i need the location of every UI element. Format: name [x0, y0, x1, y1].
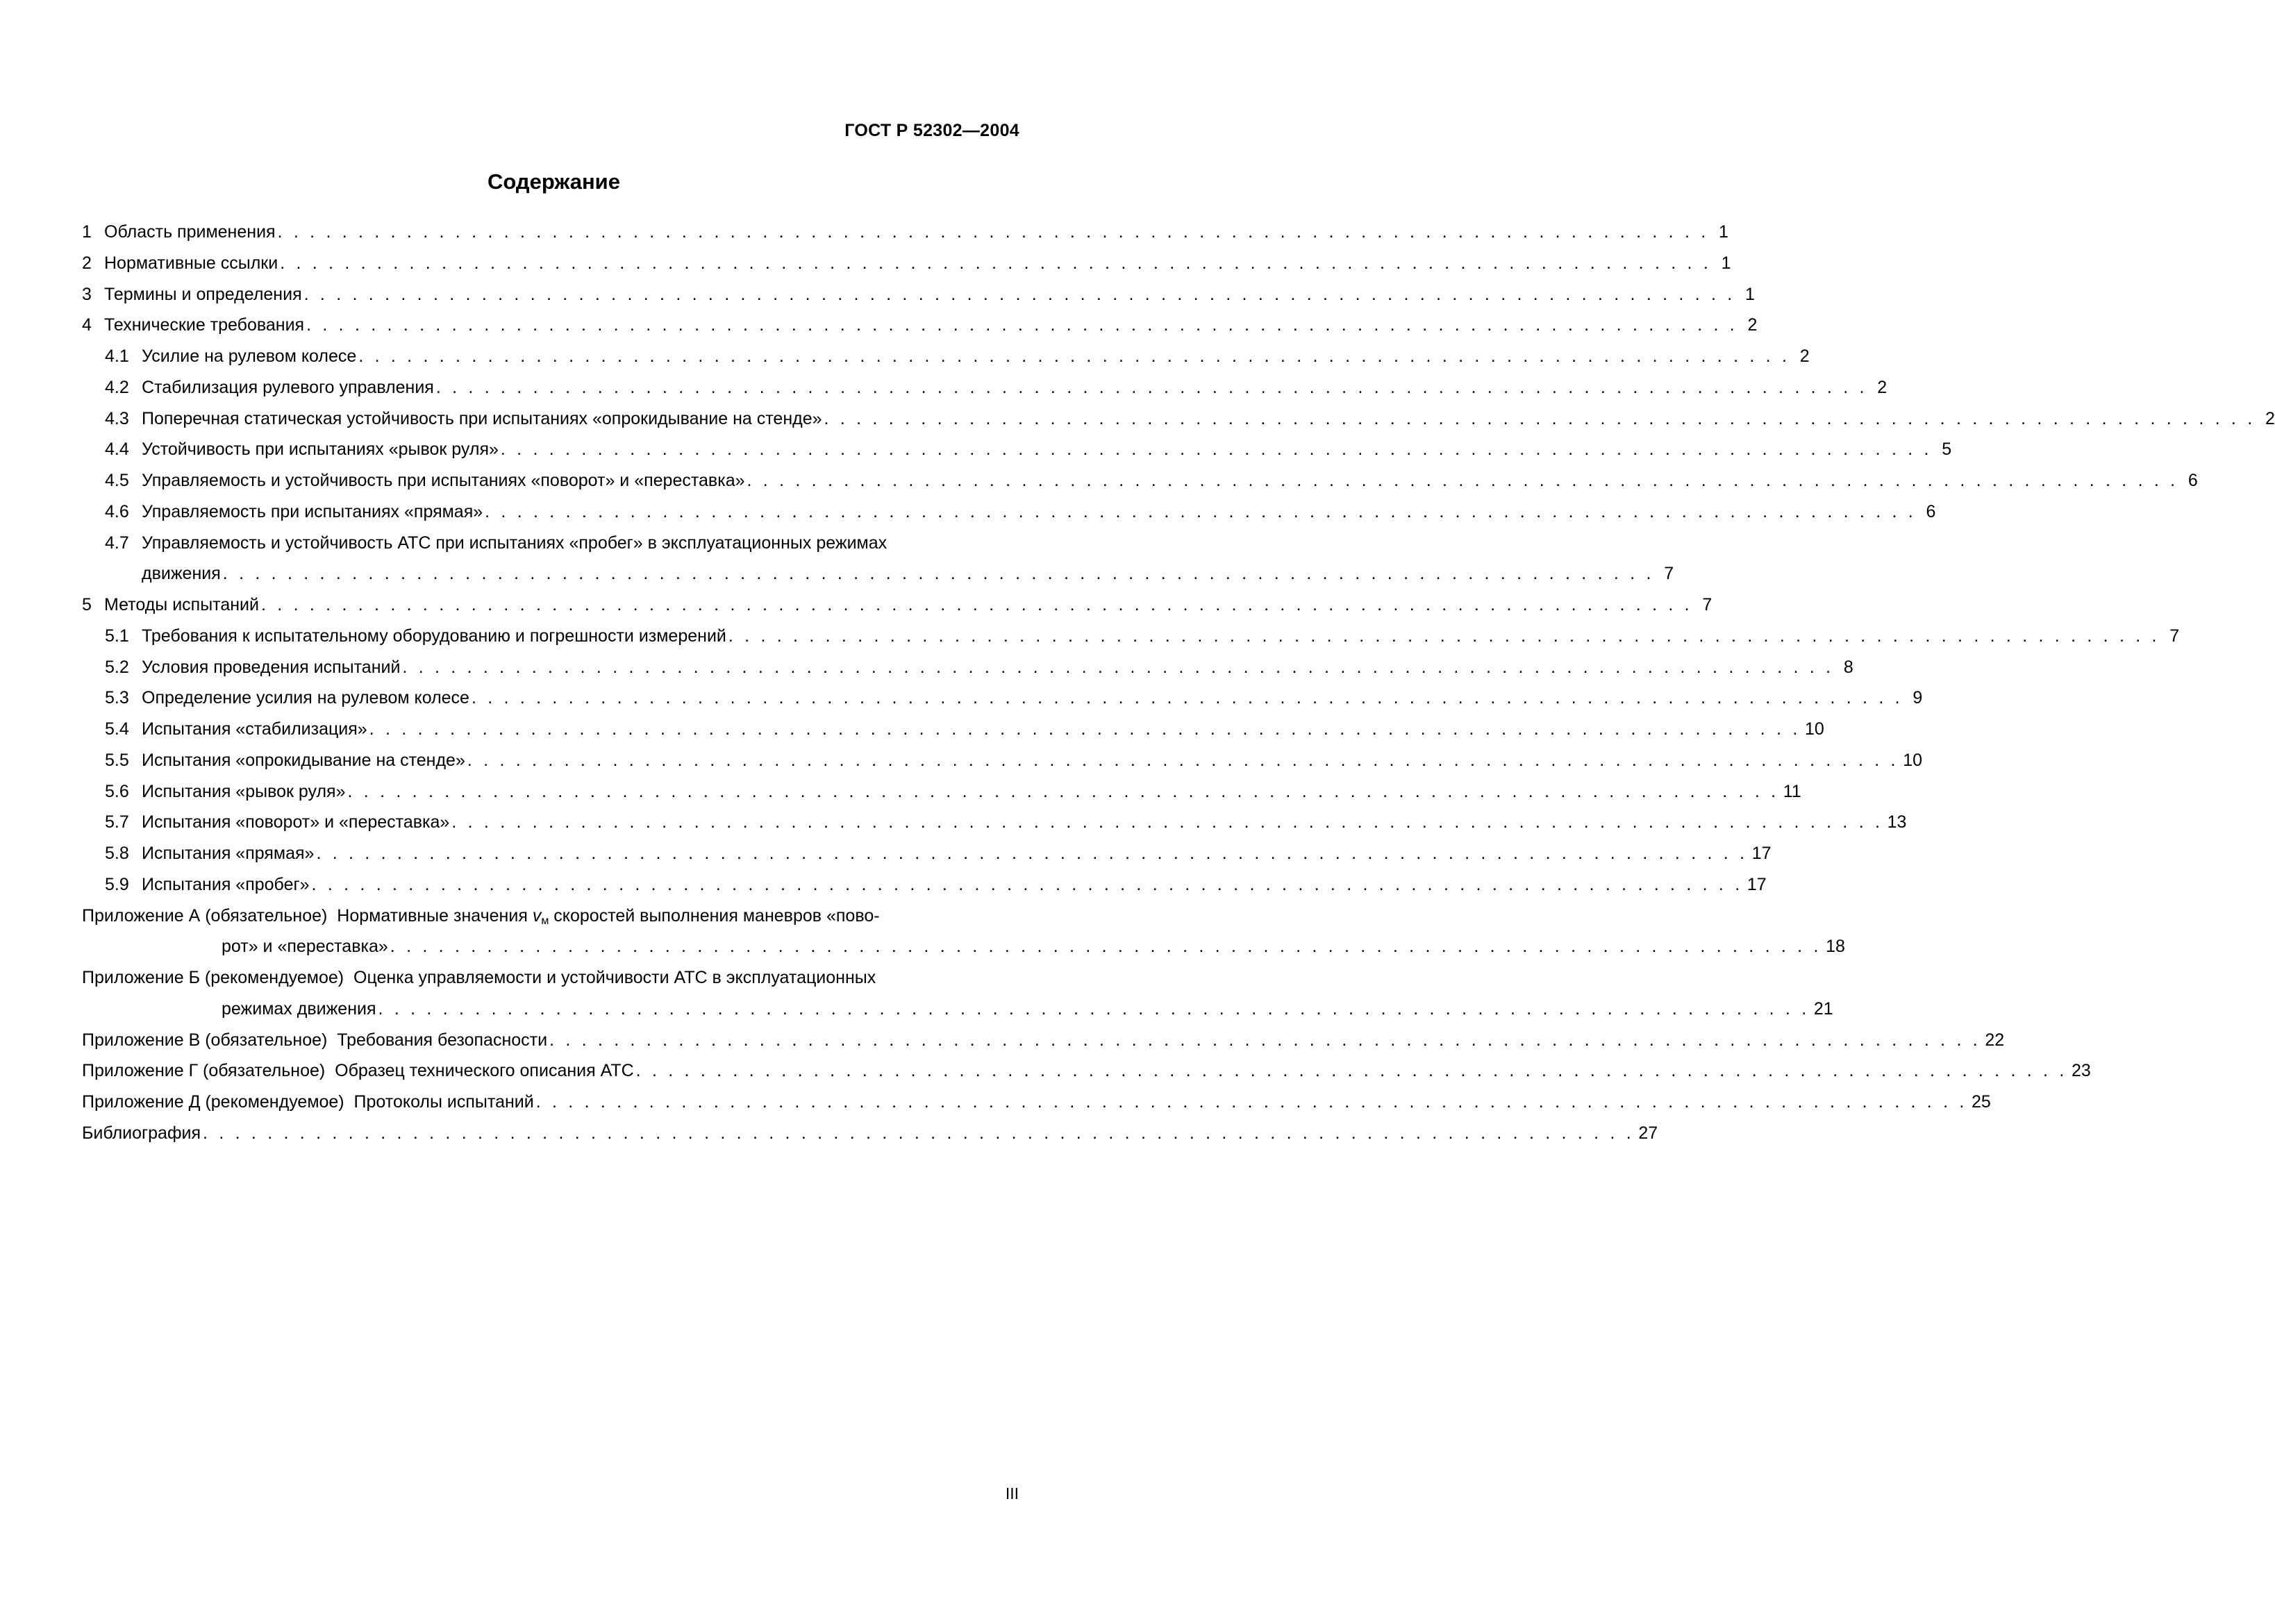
toc-annex-d[interactable] [82, 1087, 1991, 1118]
dot-leader: . . . . . . . . . . . . . . . . . . . . . . . . . . . . . . . . . . . . . . . . . . . . . . . . . . . . . . . . . . . . . . . . . . . . . . . . . . . . . . . . . . . . . . . . . [316, 844, 1748, 863]
annex-title-rest: скоростей выполнения маневров «пово- [553, 905, 880, 926]
toc-entry-4-4[interactable] [82, 434, 1952, 465]
toc-entry-5-9[interactable] [82, 869, 1767, 901]
toc-entry-page: 18 [1826, 937, 1845, 957]
dot-leader: . . . . . . . . . . . . . . . . . . . . . . . . . . . . . . . . . . . . . . . . . . . . . . . . . . . . . . . . . . . . . . . . . . . . . . . . . . . . . . . . . . . . . . . . . [277, 222, 1709, 242]
toc-entry-4-6[interactable] [82, 496, 1936, 528]
toc-annex-b[interactable] [82, 962, 1833, 1025]
toc-entry-page: 17 [1747, 874, 1767, 894]
toc-entry-title: Методы испытаний [104, 595, 259, 614]
toc-entry-4[interactable] [82, 310, 1758, 341]
dot-leader: . . . . . . . . . . . . . . . . . . . . . . . . . . . . . . . . . . . . . . . . . . . . . . . . . . . . . . . . . . . . . . . . . . . . . . . . . . . . . . . . . . . . . . . . . [280, 253, 1712, 273]
toc-entry-number: 5.5 [105, 750, 129, 770]
toc-entry-number: 5 [82, 595, 92, 614]
toc-entry-5-7[interactable] [82, 807, 1907, 838]
toc-entry-page: 13 [1887, 812, 1907, 832]
toc-entry-title: Область применения [104, 222, 276, 242]
toc-entry-5[interactable] [82, 589, 1712, 621]
dot-leader: . . . . . . . . . . . . . . . . . . . . . . . . . . . . . . . . . . . . . . . . . . . . . . . . . . . . . . . . . . . . . . . . . . . . . . . . . . . . . . . . . . . . . . . . . [203, 1123, 1635, 1143]
toc-entry-title: Управляемость и устойчивость АТС при испытаниях «пробег» в эксплуатационных режимах [142, 533, 888, 553]
toc-entry-title: Библиография [82, 1123, 201, 1143]
dot-leader: . . . . . . . . . . . . . . . . . . . . . . . . . . . . . . . . . . . . . . . . . . . . . . . . . . . . . . . . . . . . . . . . . . . . . . . . . . . . . . . . . . . . . . . . . [635, 1061, 2067, 1081]
dot-leader: . . . . . . . . . . . . . . . . . . . . . . . . . . . . . . . . . . . . . . . . . . . . . . . . . . . . . . . . . . . . . . . . . . . . . . . . . . . . . . . . . . . . . . . . . [261, 595, 1693, 614]
toc-entry-number: 5.1 [105, 626, 129, 646]
dot-leader: . . . . . . . . . . . . . . . . . . . . . . . . . . . . . . . . . . . . . . . . . . . . . . . . . . . . . . . . . . . . . . . . . . . . . . . . . . . . . . . . . . . . . . . . . [747, 471, 2178, 490]
toc-annex-v[interactable] [82, 1025, 2005, 1056]
toc-entry-title: Управляемость при испытаниях «прямая» [142, 501, 483, 521]
toc-entry-2[interactable] [82, 248, 1731, 279]
dot-leader: . . . . . . . . . . . . . . . . . . . . . . . . . . . . . . . . . . . . . . . . . . . . . . . . . . . . . . . . . . . . . . . . . . . . . . . . . . . . . . . . . . . . . . . . . [471, 688, 1903, 708]
dot-leader: . . . . . . . . . . . . . . . . . . . . . . . . . . . . . . . . . . . . . . . . . . . . . . . . . . . . . . . . . . . . . . . . . . . . . . . . . . . . . . . . . . . . . . . . . [535, 1092, 1968, 1112]
dot-leader: . . . . . . . . . . . . . . . . . . . . . . . . . . . . . . . . . . . . . . . . . . . . . . . . . . . . . . . . . . . . . . . . . . . . . . . . . . . . . . . . . . . . . . . . . [824, 408, 2256, 428]
velocity-symbol: v [532, 905, 542, 926]
toc-entry-4-2[interactable] [82, 372, 1888, 403]
dot-leader: . . . . . . . . . . . . . . . . . . . . . . . . . . . . . . . . . . . . . . . . . . . . . . . . . . . . . . . . . . . . . . . . . . . . . . . . . . . . . . . . . . . . . . . . . [306, 315, 1738, 335]
dot-leader: . . . . . . . . . . . . . . . . . . . . . . . . . . . . . . . . . . . . . . . . . . . . . . . . . . . . . . . . . . . . . . . . . . . . . . . . . . . . . . . . . . . . . . . . . [549, 1030, 1981, 1050]
toc-entry-page: 2 [1877, 377, 1888, 397]
toc-entry-1[interactable] [82, 217, 1728, 248]
toc-entry-page: 1 [1721, 253, 1731, 273]
toc-entry-title: Устойчивость при испытаниях «рывок руля» [142, 440, 499, 460]
toc-entry-page: 27 [1638, 1123, 1658, 1143]
annex-label: Приложение А (обязательное) [82, 905, 328, 926]
toc-entry-title: Усилие на рулевом колесе [142, 346, 357, 366]
toc-entry-page: 22 [1985, 1030, 2005, 1050]
dot-leader: . . . . . . . . . . . . . . . . . . . . . . . . . . . . . . . . . . . . . . . . . . . . . . . . . . . . . . . . . . . . . . . . . . . . . . . . . . . . . . . . . . . . . . . . . [390, 937, 1822, 957]
annex-title: Оценка управляемости и устойчивости АТС в эксплуатационных [353, 968, 876, 987]
toc-entry-number: 4 [82, 315, 92, 335]
toc-entry-5-8[interactable] [82, 838, 1772, 869]
toc-annex-a[interactable] [82, 901, 1845, 963]
toc-entry-page: 10 [1903, 750, 1922, 770]
dot-leader: . . . . . . . . . . . . . . . . . . . . . . . . . . . . . . . . . . . . . . . . . . . . . . . . . . . . . . . . . . . . . . . . . . . . . . . . . . . . . . . . . . . . . . . . . [402, 657, 1834, 677]
toc-entry-number: 4.2 [105, 377, 129, 397]
toc-entry-4-1[interactable] [82, 341, 1810, 372]
toc-entry-number: 5.7 [105, 812, 129, 832]
velocity-subscript: м [541, 914, 549, 927]
toc-entry-number: 5.4 [105, 719, 129, 739]
annex-title-continuation: рот» и «переставка» [222, 937, 388, 957]
toc-entry-number: 4.3 [105, 408, 129, 428]
dot-leader: . . . . . . . . . . . . . . . . . . . . . . . . . . . . . . . . . . . . . . . . . . . . . . . . . . . . . . . . . . . . . . . . . . . . . . . . . . . . . . . . . . . . . . . . . [311, 874, 1743, 894]
toc-entry-title: Определение усилия на рулевом колесе [142, 688, 469, 708]
toc-entry-page: 21 [1813, 998, 1833, 1019]
toc-entry-number: 4.6 [105, 501, 129, 521]
toc-entry-page: 2 [1747, 315, 1758, 335]
toc-entry-number: 5.6 [105, 781, 129, 801]
dot-leader: . . . . . . . . . . . . . . . . . . . . . . . . . . . . . . . . . . . . . . . . . . . . . . . . . . . . . . . . . . . . . . . . . . . . . . . . . . . . . . . . . . . . . . . . . [222, 564, 1655, 584]
dot-leader: . . . . . . . . . . . . . . . . . . . . . . . . . . . . . . . . . . . . . . . . . . . . . . . . . . . . . . . . . . . . . . . . . . . . . . . . . . . . . . . . . . . . . . . . . [347, 781, 1779, 801]
dot-leader: . . . . . . . . . . . . . . . . . . . . . . . . . . . . . . . . . . . . . . . . . . . . . . . . . . . . . . . . . . . . . . . . . . . . . . . . . . . . . . . . . . . . . . . . . [451, 812, 1883, 832]
toc-entry-page: 7 [1664, 564, 1674, 584]
annex-label: Приложение Д (рекомендуемое) [82, 1092, 344, 1112]
toc-entry-title: Испытания «рывок руля» [142, 781, 346, 801]
toc-entry-5-5[interactable] [82, 745, 1922, 776]
toc-entry-number: 2 [82, 253, 92, 273]
toc-entry-5-4[interactable] [82, 714, 1824, 745]
toc-entry-title: Испытания «поворот» и «переставка» [142, 812, 450, 832]
dot-leader: . . . . . . . . . . . . . . . . . . . . . . . . . . . . . . . . . . . . . . . . . . . . . . . . . . . . . . . . . . . . . . . . . . . . . . . . . . . . . . . . . . . . . . . . . [435, 377, 1868, 397]
toc-entry-page: 5 [1942, 440, 1952, 460]
toc-entry-title-continuation: движения [142, 564, 221, 584]
toc-entry-page: 2 [2265, 408, 2275, 428]
toc-entry-page: 6 [1926, 501, 1936, 521]
toc-entry-page: 25 [1972, 1092, 1991, 1112]
annex-title-continuation: режимах движения [222, 998, 376, 1019]
dot-leader: . . . . . . . . . . . . . . . . . . . . . . . . . . . . . . . . . . . . . . . . . . . . . . . . . . . . . . . . . . . . . . . . . . . . . . . . . . . . . . . . . . . . . . . . . [500, 440, 1933, 460]
page-number: III [1005, 1484, 1019, 1502]
toc-entry-title: Поперечная статическая устойчивость при испытаниях «опрокидывание на стенде» [142, 408, 822, 428]
dot-leader: . . . . . . . . . . . . . . . . . . . . . . . . . . . . . . . . . . . . . . . . . . . . . . . . . . . . . . . . . . . . . . . . . . . . . . . . . . . . . . . . . . . . . . . . . [303, 284, 1735, 304]
toc-entry-title: Испытания «прямая» [142, 844, 315, 863]
toc-entry-title: Испытания «пробег» [142, 874, 310, 894]
dot-leader: . . . . . . . . . . . . . . . . . . . . . . . . . . . . . . . . . . . . . . . . . . . . . . . . . . . . . . . . . . . . . . . . . . . . . . . . . . . . . . . . . . . . . . . . . [369, 719, 1801, 739]
toc-entry-4-7[interactable] [82, 528, 1674, 590]
toc-entry-number: 3 [82, 284, 92, 304]
dot-leader: . . . . . . . . . . . . . . . . . . . . . . . . . . . . . . . . . . . . . . . . . . . . . . . . . . . . . . . . . . . . . . . . . . . . . . . . . . . . . . . . . . . . . . . . . [728, 626, 2160, 646]
toc-entry-page: 1 [1745, 284, 1755, 304]
annex-title: Образец технического описания АТС [335, 1061, 634, 1081]
toc-entry-4-5[interactable] [82, 465, 2198, 496]
toc-entry-number: 5.8 [105, 844, 129, 863]
dot-leader: . . . . . . . . . . . . . . . . . . . . . . . . . . . . . . . . . . . . . . . . . . . . . . . . . . . . . . . . . . . . . . . . . . . . . . . . . . . . . . . . . . . . . . . . . [378, 998, 1810, 1019]
toc-entry-number: 4.7 [105, 533, 129, 553]
toc-entry-title: Испытания «стабилизация» [142, 719, 367, 739]
annex-title: Требования безопасности [337, 1030, 548, 1050]
toc-entry-title: Технические требования [104, 315, 305, 335]
toc-entry-title: Условия проведения испытаний [142, 657, 401, 677]
toc-annex-g[interactable] [82, 1055, 2091, 1087]
toc-entry-number: 4.5 [105, 471, 129, 490]
toc-entry-page: 10 [1805, 719, 1824, 739]
toc-entry-page: 2 [1799, 346, 1810, 366]
toc-entry-title: Управляемость и устойчивость при испытаниях «поворот» и «переставка» [142, 471, 745, 490]
toc-entry-number: 5.2 [105, 657, 129, 677]
toc-entry-title: Нормативные ссылки [104, 253, 278, 273]
dot-leader: . . . . . . . . . . . . . . . . . . . . . . . . . . . . . . . . . . . . . . . . . . . . . . . . . . . . . . . . . . . . . . . . . . . . . . . . . . . . . . . . . . . . . . . . . [358, 346, 1790, 366]
toc-entry-number: 4.4 [105, 440, 129, 460]
dot-leader: . . . . . . . . . . . . . . . . . . . . . . . . . . . . . . . . . . . . . . . . . . . . . . . . . . . . . . . . . . . . . . . . . . . . . . . . . . . . . . . . . . . . . . . . . [467, 750, 1899, 770]
toc-entry-5-2[interactable] [82, 652, 1853, 683]
toc-entry-title: Термины и определения [104, 284, 302, 304]
dot-leader: . . . . . . . . . . . . . . . . . . . . . . . . . . . . . . . . . . . . . . . . . . . . . . . . . . . . . . . . . . . . . . . . . . . . . . . . . . . . . . . . . . . . . . . . . [485, 501, 1917, 521]
toc-entry-number: 5.9 [105, 874, 129, 894]
toc-entry-page: 1 [1718, 222, 1728, 242]
toc-entry-3[interactable] [82, 279, 1755, 310]
annex-label: Приложение В (обязательное) [82, 1030, 328, 1050]
toc-entry-page: 17 [1751, 844, 1772, 863]
toc-entry-page: 7 [1702, 595, 1712, 614]
toc-entry-number: 1 [82, 222, 92, 242]
toc-bibliography[interactable] [82, 1118, 1658, 1149]
toc-entry-5-6[interactable] [82, 776, 1801, 807]
toc-entry-title: Требования к испытательному оборудованию и погрешности измерений [142, 626, 726, 646]
toc-entry-page: 8 [1843, 657, 1853, 677]
annex-title: Нормативные значения [337, 905, 528, 926]
toc-entry-title: Стабилизация рулевого управления [142, 377, 434, 397]
toc-entry-page: 23 [2071, 1061, 2091, 1081]
toc-entry-title: Испытания «опрокидывание на стенде» [142, 750, 465, 770]
toc-entry-page: 9 [1912, 688, 1923, 708]
toc-entry-page: 6 [2188, 471, 2198, 490]
toc-entry-page: 11 [1783, 781, 1801, 801]
document-code: ГОСТ Р 52302—2004 [844, 121, 1019, 140]
annex-title: Протоколы испытаний [353, 1092, 534, 1112]
toc-entry-5-3[interactable] [82, 683, 1923, 714]
toc-entry-page: 7 [2169, 626, 2180, 646]
toc-entry-number: 4.1 [105, 346, 129, 366]
toc-entry-number: 5.3 [105, 688, 129, 708]
annex-label: Приложение Г (обязательное) [82, 1061, 326, 1081]
table-of-contents [82, 217, 2275, 1149]
toc-entry-5-1[interactable] [82, 621, 2180, 652]
page-title: Содержание [488, 169, 620, 194]
toc-entry-4-3[interactable] [82, 403, 2275, 435]
annex-label: Приложение Б (рекомендуемое) [82, 968, 344, 987]
